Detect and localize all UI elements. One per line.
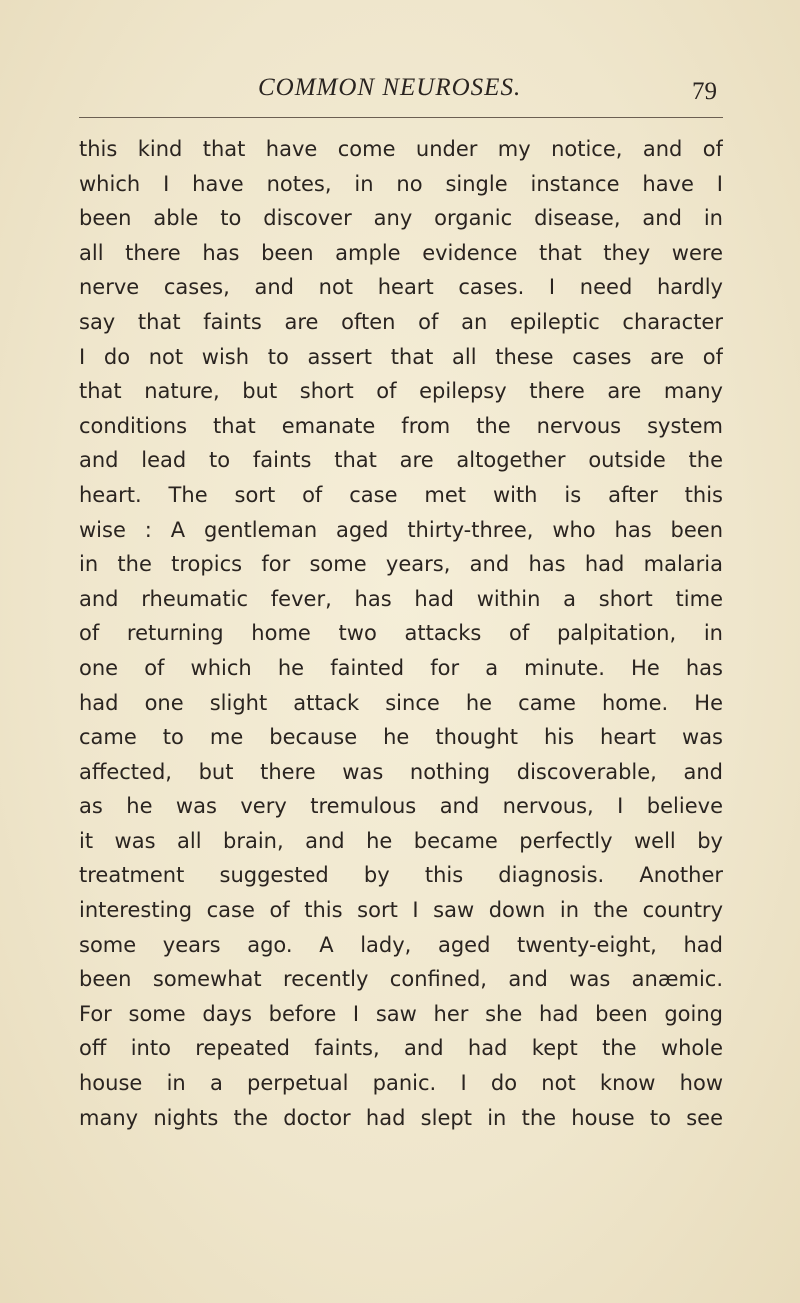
text-line: heart. The sort of case met with is after this bbox=[79, 482, 723, 507]
text-line: For some days before I saw her she had been going bbox=[79, 1001, 723, 1026]
page-number: 79 bbox=[692, 78, 717, 105]
text-line: in the tropics for some years, and has had malaria bbox=[79, 552, 723, 577]
text-line: came to me because he thought his heart was bbox=[79, 725, 723, 750]
text-line: and rheumatic fever, has had within a short time bbox=[79, 586, 723, 611]
text-line: many nights the doctor had slept in the house to see bbox=[79, 1105, 723, 1130]
text-line: that nature, but short of epilepsy there are many bbox=[79, 379, 723, 404]
text-line: and lead to faints that are altogether outside the bbox=[79, 448, 723, 473]
body-text bbox=[79, 132, 723, 1135]
text-line: nerve cases, and not heart cases. I need hardly bbox=[79, 275, 723, 300]
text-line: of returning home two attacks of palpitation, in bbox=[79, 621, 723, 646]
text-line: had one slight attack since he came home. He bbox=[79, 690, 723, 715]
text-line: which I have notes, in no single instance have I bbox=[79, 171, 723, 196]
running-head bbox=[0, 64, 800, 108]
text-line: treatment suggested by this diagnosis. Another bbox=[79, 863, 723, 888]
text-line: all there has been ample evidence that they were bbox=[79, 240, 723, 265]
text-line: affected, but there was nothing discoverable, and bbox=[79, 759, 723, 784]
text-line: off into repeated faints, and had kept the whole bbox=[79, 1036, 723, 1061]
text-line: say that faints are often of an epileptic character bbox=[79, 309, 723, 334]
running-title: COMMON NEUROSES. bbox=[258, 74, 522, 101]
text-line: this kind that have come under my notice, and of bbox=[79, 137, 723, 161]
text-line: been somewhat recently confined, and was anæmic. bbox=[79, 967, 723, 992]
text-line: I do not wish to assert that all these cases are of bbox=[79, 344, 723, 369]
text-line: wise : A gentleman aged thirty-three, who has been bbox=[79, 517, 723, 542]
text-line: one of which he fainted for a minute. He has bbox=[79, 655, 723, 680]
text-line: some years ago. A lady, aged twenty-eight, had bbox=[79, 932, 723, 957]
text-line: as he was very tremulous and nervous, I believe bbox=[79, 794, 723, 819]
text-line: interesting case of this sort I saw down in the country bbox=[79, 898, 723, 923]
text-line: it was all brain, and he became perfectly well by bbox=[79, 828, 723, 853]
header-rule bbox=[79, 117, 723, 118]
text-line: been able to discover any organic disease, and in bbox=[79, 206, 723, 231]
text-line: house in a perpetual panic. I do not know how bbox=[79, 1071, 723, 1096]
text-line: conditions that emanate from the nervous system bbox=[79, 413, 723, 438]
